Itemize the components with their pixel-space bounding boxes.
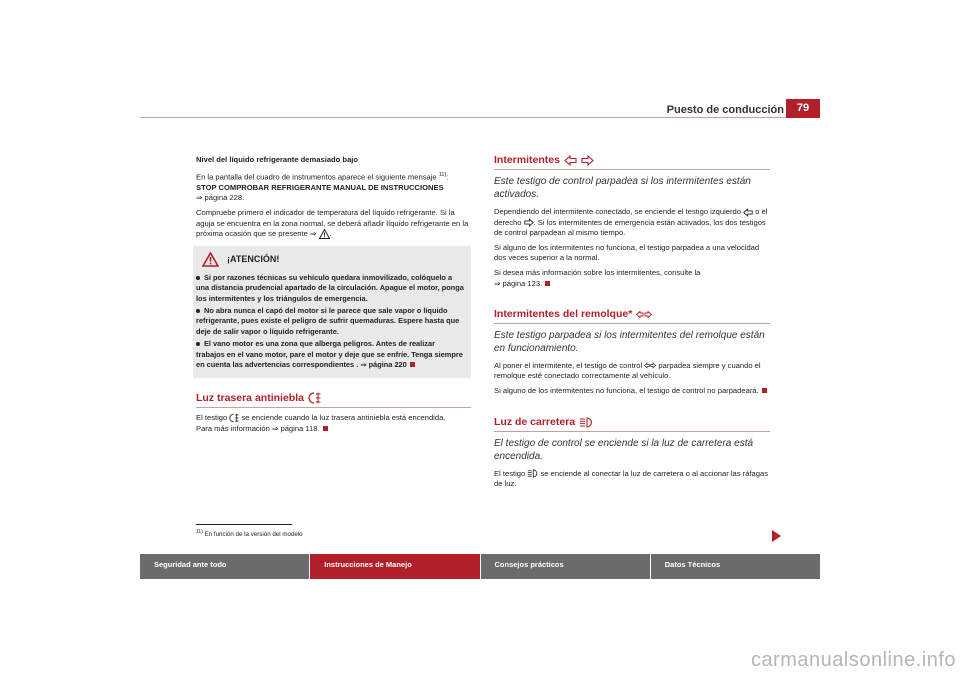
section-end-icon [762, 388, 767, 393]
coolant-paragraph-1: En la pantalla del cuadro de instrumentos aparece el siguiente mensaje $^{11)}$: STOP COMPROBAR REFRIGERANTE MANUAL DE INSTRUCCIONES ⇒ página 228. [196, 171, 449, 203]
bullet-icon [196, 342, 200, 346]
warning-box [193, 246, 471, 379]
warning-title: ¡ATENCIÓN! [202, 252, 465, 267]
header-rule [140, 117, 820, 118]
watermark: carmanualsonline.info [750, 649, 956, 671]
high-beam-paragraph: El testigo se enciende al conectar la luz de carretera o al accionar las ráfagas de luz. [494, 468, 769, 489]
warning-page-link[interactable]: página 220 [368, 359, 407, 369]
footnote-text: En función de la versión del modelo [204, 531, 303, 539]
arrow-icon: ⇒ [271, 423, 279, 433]
fog-paragraph: El testigo se enciende cuando la luz trasera antiniebla está encendida. Para más información ⇒ página 118. [196, 413, 446, 433]
bullet-icon [196, 276, 200, 280]
high-beam-icon [579, 417, 593, 428]
arrow-icon: ⇒ [494, 278, 501, 288]
section-heading-high-beam: Luz de carretera [494, 417, 770, 432]
warning-item: Si por razones técnicas su vehículo quedara inmovilizado, colóquelo a una distancia prudencial apartado de la circulación. Apague el motor, ponga los intermitentes y los triángulos de emergencia. [196, 272, 464, 303]
bullet-icon [196, 309, 200, 313]
warning-triangle-icon[interactable] [319, 229, 330, 239]
fog-page-link[interactable]: página 118. [280, 423, 320, 433]
section-end-icon [410, 362, 415, 367]
trailer-indicator-icon [636, 310, 652, 319]
turn-right-arrow-icon [581, 155, 594, 166]
rear-fog-light-icon [229, 413, 239, 423]
section-heading-fog: Luz trasera antiniebla [196, 392, 471, 408]
high-beam-icon [527, 469, 538, 478]
footer-tab-technical-data[interactable]: Datos Técnicos [651, 554, 820, 579]
warning-item: El vano motor es una zona que alberga peligros. Antes de realizar trabajos en el vano motor, pare el motor y deje que se enfríe. Tenga siempre en cuenta las advertencias correspondientes . ⇒ página 220 [196, 339, 463, 369]
footer-tab-practical-tips[interactable]: Consejos prácticos [481, 554, 651, 579]
section-heading-trailer: Intermitentes del remolque* [494, 309, 770, 324]
indicators-subtitle: Este testigo de control parpadea si los intermitentes están activados. [494, 176, 751, 200]
high-beam-subtitle: El testigo de control se enciende si la luz de carretera está encendida. [494, 437, 754, 462]
trailer-paragraph-2: Si alguno de los intermitentes no funciona, el testigo de control no parpadeará. [494, 386, 770, 397]
footnote-ref[interactable]: 11) [438, 171, 447, 178]
indicators-page-link[interactable]: página 123. [502, 278, 543, 288]
turn-left-arrow-icon [743, 208, 753, 217]
section-heading-indicators: Intermitentes [494, 155, 770, 170]
turn-right-arrow-icon [524, 218, 534, 227]
arrow-icon: ⇒ [310, 229, 317, 239]
warning-item: No abra nunca el capó del motor si le parece que sale vapor o líquido refrigerante, pues existe el peligro de sufrir quemaduras. Espere hasta que deje de salir vapor o líquido refrigerante. [196, 305, 460, 336]
left-column [196, 155, 471, 439]
indicators-paragraph-2: Si alguno de los intermitentes no funciona, el testigo parpadea a una velocidad dos veces superior a la normal. [494, 242, 760, 263]
footer-nav [140, 554, 820, 579]
page-title: Puesto de conducción [666, 104, 784, 116]
indicators-paragraph-3: Si desea más información sobre los intermitentes, consulte la ⇒ página 123. [494, 267, 701, 288]
coolant-message: STOP COMPROBAR REFRIGERANTE MANUAL DE INSTRUCCIONES [196, 182, 444, 192]
coolant-page-link[interactable]: página 228. [204, 193, 245, 203]
trailer-paragraph-1: Al poner el intermitente, el testigo de control parpadea siempre y cuando el remolque esté conectado correctamente al vehículo. [494, 360, 761, 381]
section-end-icon [323, 426, 328, 431]
footer-tab-operating-instructions[interactable]: Instrucciones de Manejo [310, 554, 480, 579]
coolant-paragraph-2: Compruebe primero el indicador de temperatura del líquido refrigerante. Si la aguja se encuentra en la zona normal, se deberá añadir líquido refrigerante en la próxima ocasión que se presente ⇒ . [196, 207, 469, 239]
warning-triangle-icon [202, 252, 219, 267]
arrow-icon: ⇒ [360, 359, 367, 369]
indicators-paragraph-1: Dependiendo del intermitente conectado, se enciende el testigo izquierdo o el derecho . Si los intermitentes de emergencia están activados, los dos testigos de control parpadean al mismo tiempo. [494, 207, 768, 238]
coolant-heading: Nivel del líquido refrigerante demasiado bajo [196, 155, 359, 164]
trailer-indicator-icon [644, 362, 656, 369]
page-number: 79 [786, 99, 820, 118]
section-end-icon [545, 281, 550, 286]
next-page-arrow-icon[interactable] [772, 530, 781, 542]
right-column [494, 155, 770, 494]
footnote-mark: 11) [196, 529, 203, 535]
footnote [196, 529, 303, 538]
rear-fog-light-icon [308, 392, 321, 404]
footnote-rule [196, 524, 292, 525]
turn-left-arrow-icon [564, 155, 577, 166]
trailer-subtitle: Este testigo parpadea si los intermitentes del remolque están en funcionamiento. [494, 329, 765, 354]
arrow-icon: ⇒ [196, 193, 203, 203]
footer-tab-safety[interactable]: Seguridad ante todo [140, 554, 310, 579]
